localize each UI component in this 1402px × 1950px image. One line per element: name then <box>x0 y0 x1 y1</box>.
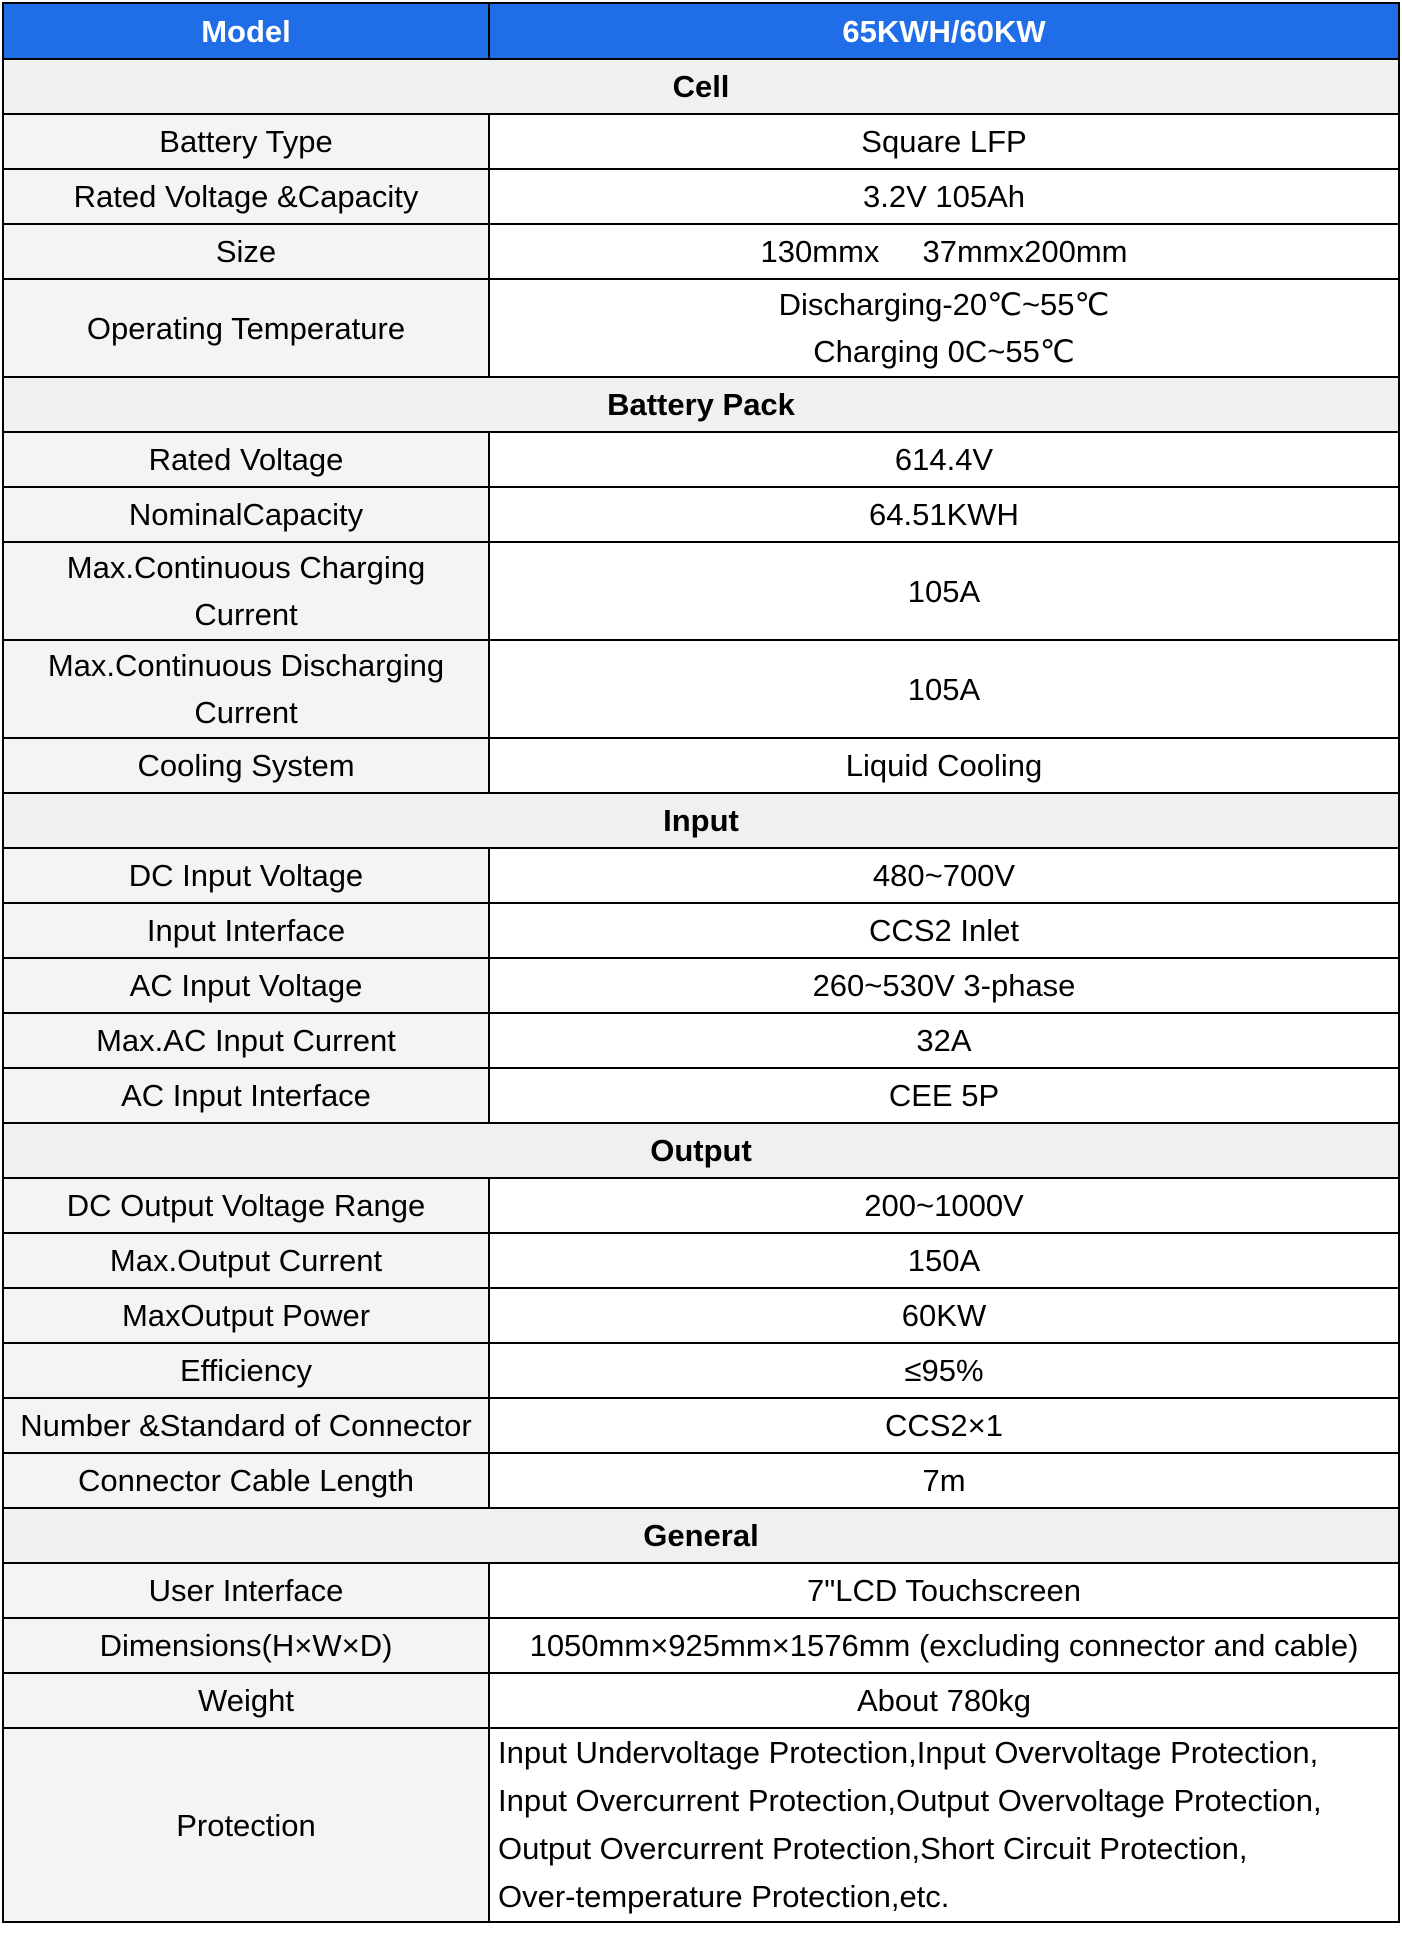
table-row <box>3 1728 1399 1922</box>
spec-value: 1050mm×925mm×1576mm (excluding connector and cable) <box>489 1618 1399 1673</box>
spec-label: Battery Type <box>3 114 489 169</box>
spec-label: DC Input Voltage <box>3 848 489 903</box>
table-row <box>3 114 1399 169</box>
section-title-general: General <box>3 1508 1399 1563</box>
spec-label: Number &Standard of Connector <box>3 1398 489 1453</box>
table-row <box>3 1343 1399 1398</box>
spec-value: CCS2 Inlet <box>489 903 1399 958</box>
table-row <box>3 1068 1399 1123</box>
model-value: 65KWH/60KW <box>489 3 1399 59</box>
header-row <box>3 3 1399 59</box>
table-row <box>3 1453 1399 1508</box>
spec-label: Efficiency <box>3 1343 489 1398</box>
table-row <box>3 279 1399 377</box>
spec-label: Rated Voltage &Capacity <box>3 169 489 224</box>
spec-label <box>3 640 489 738</box>
spec-table <box>2 2 1400 1923</box>
section-title-output: Output <box>3 1123 1399 1178</box>
table-row <box>3 738 1399 793</box>
spec-value-line: Over-temperature Protection,etc. <box>498 1879 950 1914</box>
spec-value: 150A <box>489 1233 1399 1288</box>
table-row <box>3 1013 1399 1068</box>
spec-label: MaxOutput Power <box>3 1288 489 1343</box>
table-row <box>3 1398 1399 1453</box>
table-row <box>3 1618 1399 1673</box>
spec-label: Size <box>3 224 489 279</box>
spec-label: User Interface <box>3 1563 489 1618</box>
spec-value: 260~530V 3-phase <box>489 958 1399 1013</box>
table-row <box>3 487 1399 542</box>
spec-value-line: Output Overcurrent Protection,Short Circuit Protection, <box>498 1831 1248 1866</box>
table-row <box>3 848 1399 903</box>
table-row <box>3 224 1399 279</box>
spec-value: 60KW <box>489 1288 1399 1343</box>
spec-label: Weight <box>3 1673 489 1728</box>
table-row <box>3 1673 1399 1728</box>
table-row <box>3 1233 1399 1288</box>
table-row <box>3 169 1399 224</box>
spec-label: Input Interface <box>3 903 489 958</box>
spec-label-line: Max.Continuous Discharging <box>47 648 445 683</box>
section-title-input: Input <box>3 793 1399 848</box>
table-row <box>3 958 1399 1013</box>
table-row <box>3 903 1399 958</box>
spec-label: Rated Voltage <box>3 432 489 487</box>
spec-value: 3.2V 105Ah <box>489 169 1399 224</box>
spec-value <box>489 279 1399 377</box>
spec-value: 7"LCD Touchscreen <box>489 1563 1399 1618</box>
table-row <box>3 1288 1399 1343</box>
spec-value: Liquid Cooling <box>489 738 1399 793</box>
spec-value-line: Charging 0C~55℃ <box>813 334 1075 369</box>
spec-value: 130mmx 37mmx200mm <box>489 224 1399 279</box>
spec-label: AC Input Interface <box>3 1068 489 1123</box>
spec-label: Max.Output Current <box>3 1233 489 1288</box>
spec-value: 200~1000V <box>489 1178 1399 1233</box>
spec-value: ≤95% <box>489 1343 1399 1398</box>
spec-label <box>3 542 489 640</box>
spec-label-line: Max.Continuous Charging <box>66 550 426 585</box>
spec-value: Square LFP <box>489 114 1399 169</box>
spec-value: CEE 5P <box>489 1068 1399 1123</box>
table-row <box>3 542 1399 640</box>
spec-label: Cooling System <box>3 738 489 793</box>
spec-value: 614.4V <box>489 432 1399 487</box>
spec-value-line: Input Undervoltage Protection,Input Overvoltage Protection, <box>498 1735 1319 1770</box>
spec-value: 105A <box>489 640 1399 738</box>
spec-label-line: Current <box>194 695 298 730</box>
section-title-cell: Cell <box>3 59 1399 114</box>
spec-value-line: Input Overcurrent Protection,Output Overvoltage Protection, <box>498 1783 1322 1818</box>
spec-label: Connector Cable Length <box>3 1453 489 1508</box>
spec-value: 7m <box>489 1453 1399 1508</box>
spec-label: Operating Temperature <box>3 279 489 377</box>
table-row <box>3 432 1399 487</box>
spec-label-line: Current <box>194 597 298 632</box>
spec-value: 105A <box>489 542 1399 640</box>
model-label: Model <box>3 3 489 59</box>
spec-label: DC Output Voltage Range <box>3 1178 489 1233</box>
spec-label: AC Input Voltage <box>3 958 489 1013</box>
spec-label: NominalCapacity <box>3 487 489 542</box>
spec-value: 480~700V <box>489 848 1399 903</box>
spec-value: 32A <box>489 1013 1399 1068</box>
section-title-battery-pack: Battery Pack <box>3 377 1399 432</box>
table-row <box>3 640 1399 738</box>
table-row <box>3 1178 1399 1233</box>
spec-label: Protection <box>3 1728 489 1922</box>
spec-value: 64.51KWH <box>489 487 1399 542</box>
spec-label: Max.AC Input Current <box>3 1013 489 1068</box>
spec-label: Dimensions(H×W×D) <box>3 1618 489 1673</box>
spec-value <box>489 1728 1399 1922</box>
spec-value: About 780kg <box>489 1673 1399 1728</box>
table-row <box>3 1563 1399 1618</box>
spec-value: CCS2×1 <box>489 1398 1399 1453</box>
spec-value-line: Discharging-20℃~55℃ <box>778 287 1110 322</box>
